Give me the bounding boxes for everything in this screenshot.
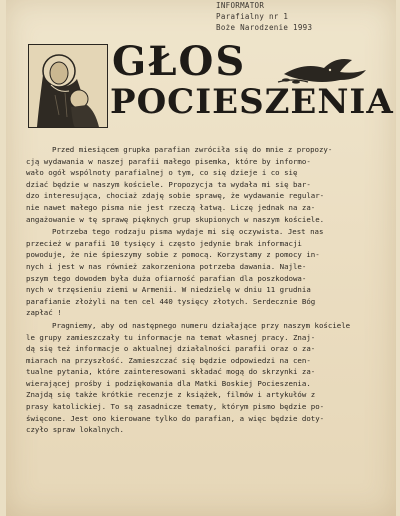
masthead-title-line1: GŁOS [112,38,247,85]
text-line: parafianie złożyli na ten cel 440 tysięcy złotych. Serdecznie Bóg [26,296,316,306]
text-line: przecież w parafii 10 tysięcy i często jedynie brak informacji [26,238,302,248]
issue-info [216,0,376,33]
article-body [26,144,384,436]
text-line: Pragniemy, aby od następnego numeru działające przy naszym kościele [52,320,351,330]
text-line: le grupy zamieszczały tu informacje na temat własnej pracy. Znaj- [26,332,316,342]
text-line: cją wydawania w naszej parafii małego pisemka, które by informo- [26,156,311,166]
text-line: miarach na przyszłość. Zamieszczać się będzie odpowiedzi na cen- [26,355,311,365]
text-line: powoduje, że nie śpieszymy sobie z pomocą. Korzystamy z pomocy in- [26,250,320,260]
text-line: święcone. Jest ono kierowane tylko do parafian, a więc będzie doty- [26,413,325,423]
madonna-emblem-icon [28,44,108,128]
text-line: dzo interesująca, chociaż zdaję sobie sprawę, że wydawanie regular- [26,191,325,201]
text-line: Potrzeba tego rodzaju pisma wydaje mi się oczywista. Jest nas [52,227,324,237]
issue-kind: INFORMATOR [216,1,265,10]
paragraph-2 [26,226,384,319]
text-line: Przed miesiącem grupka parafian zwróciła się do mnie z propozy- [52,145,333,154]
text-line: nych i jest w nas również zakorzeniona potrzeba dawania. Najle- [26,261,307,271]
newsletter-page [6,0,396,516]
text-line: tualne pytania, które zainteresowani składać mogą do skrzynki za- [26,367,316,377]
text-line: nie nawet małego pisma nie jest rzeczą łatwą. Liczę jednak na za- [26,202,316,212]
text-line: wierającej prośby i podziękowania dla Matki Boskiej Pocieszenia. [26,378,311,388]
issue-number: Parafialny nr 1 [216,12,289,21]
paragraph-1 [26,144,384,225]
text-line: zapłać ! [26,308,62,318]
text-line: pszym tego dowodem była duża ofiarność parafian dla poszkodowa- [26,273,307,283]
text-line: angażowanie w tę sprawę pięknych grup skupionych w naszym kościele. [26,214,325,224]
issue-date: Boże Narodzenie 1993 [216,23,313,32]
text-line: Znajdą się także krótkie recenzje z książek, filmów i artykułów z [26,390,316,400]
text-line: dą się też informacje o aktualnej działalności parafii oraz o za- [26,344,316,354]
text-line: wało ogół wspólnoty parafialnej o tym, co się dzieje i co się [26,168,298,178]
text-line: nych w trzęsieniu ziemi w Armenii. W niedzielę w dniu 11 grudnia [26,285,311,295]
masthead-title-line2: POCIESZENIA [110,82,394,122]
text-line: prasy katolickiej. To są zasadnicze tematy, którym pismo będzie po- [26,402,325,412]
text-line: dziać będzie w naszym kościele. Propozycja ta wydała mi się bar- [26,179,311,189]
paragraph-3 [26,320,384,436]
text-line: czyło spraw lokalnych. [26,425,124,435]
